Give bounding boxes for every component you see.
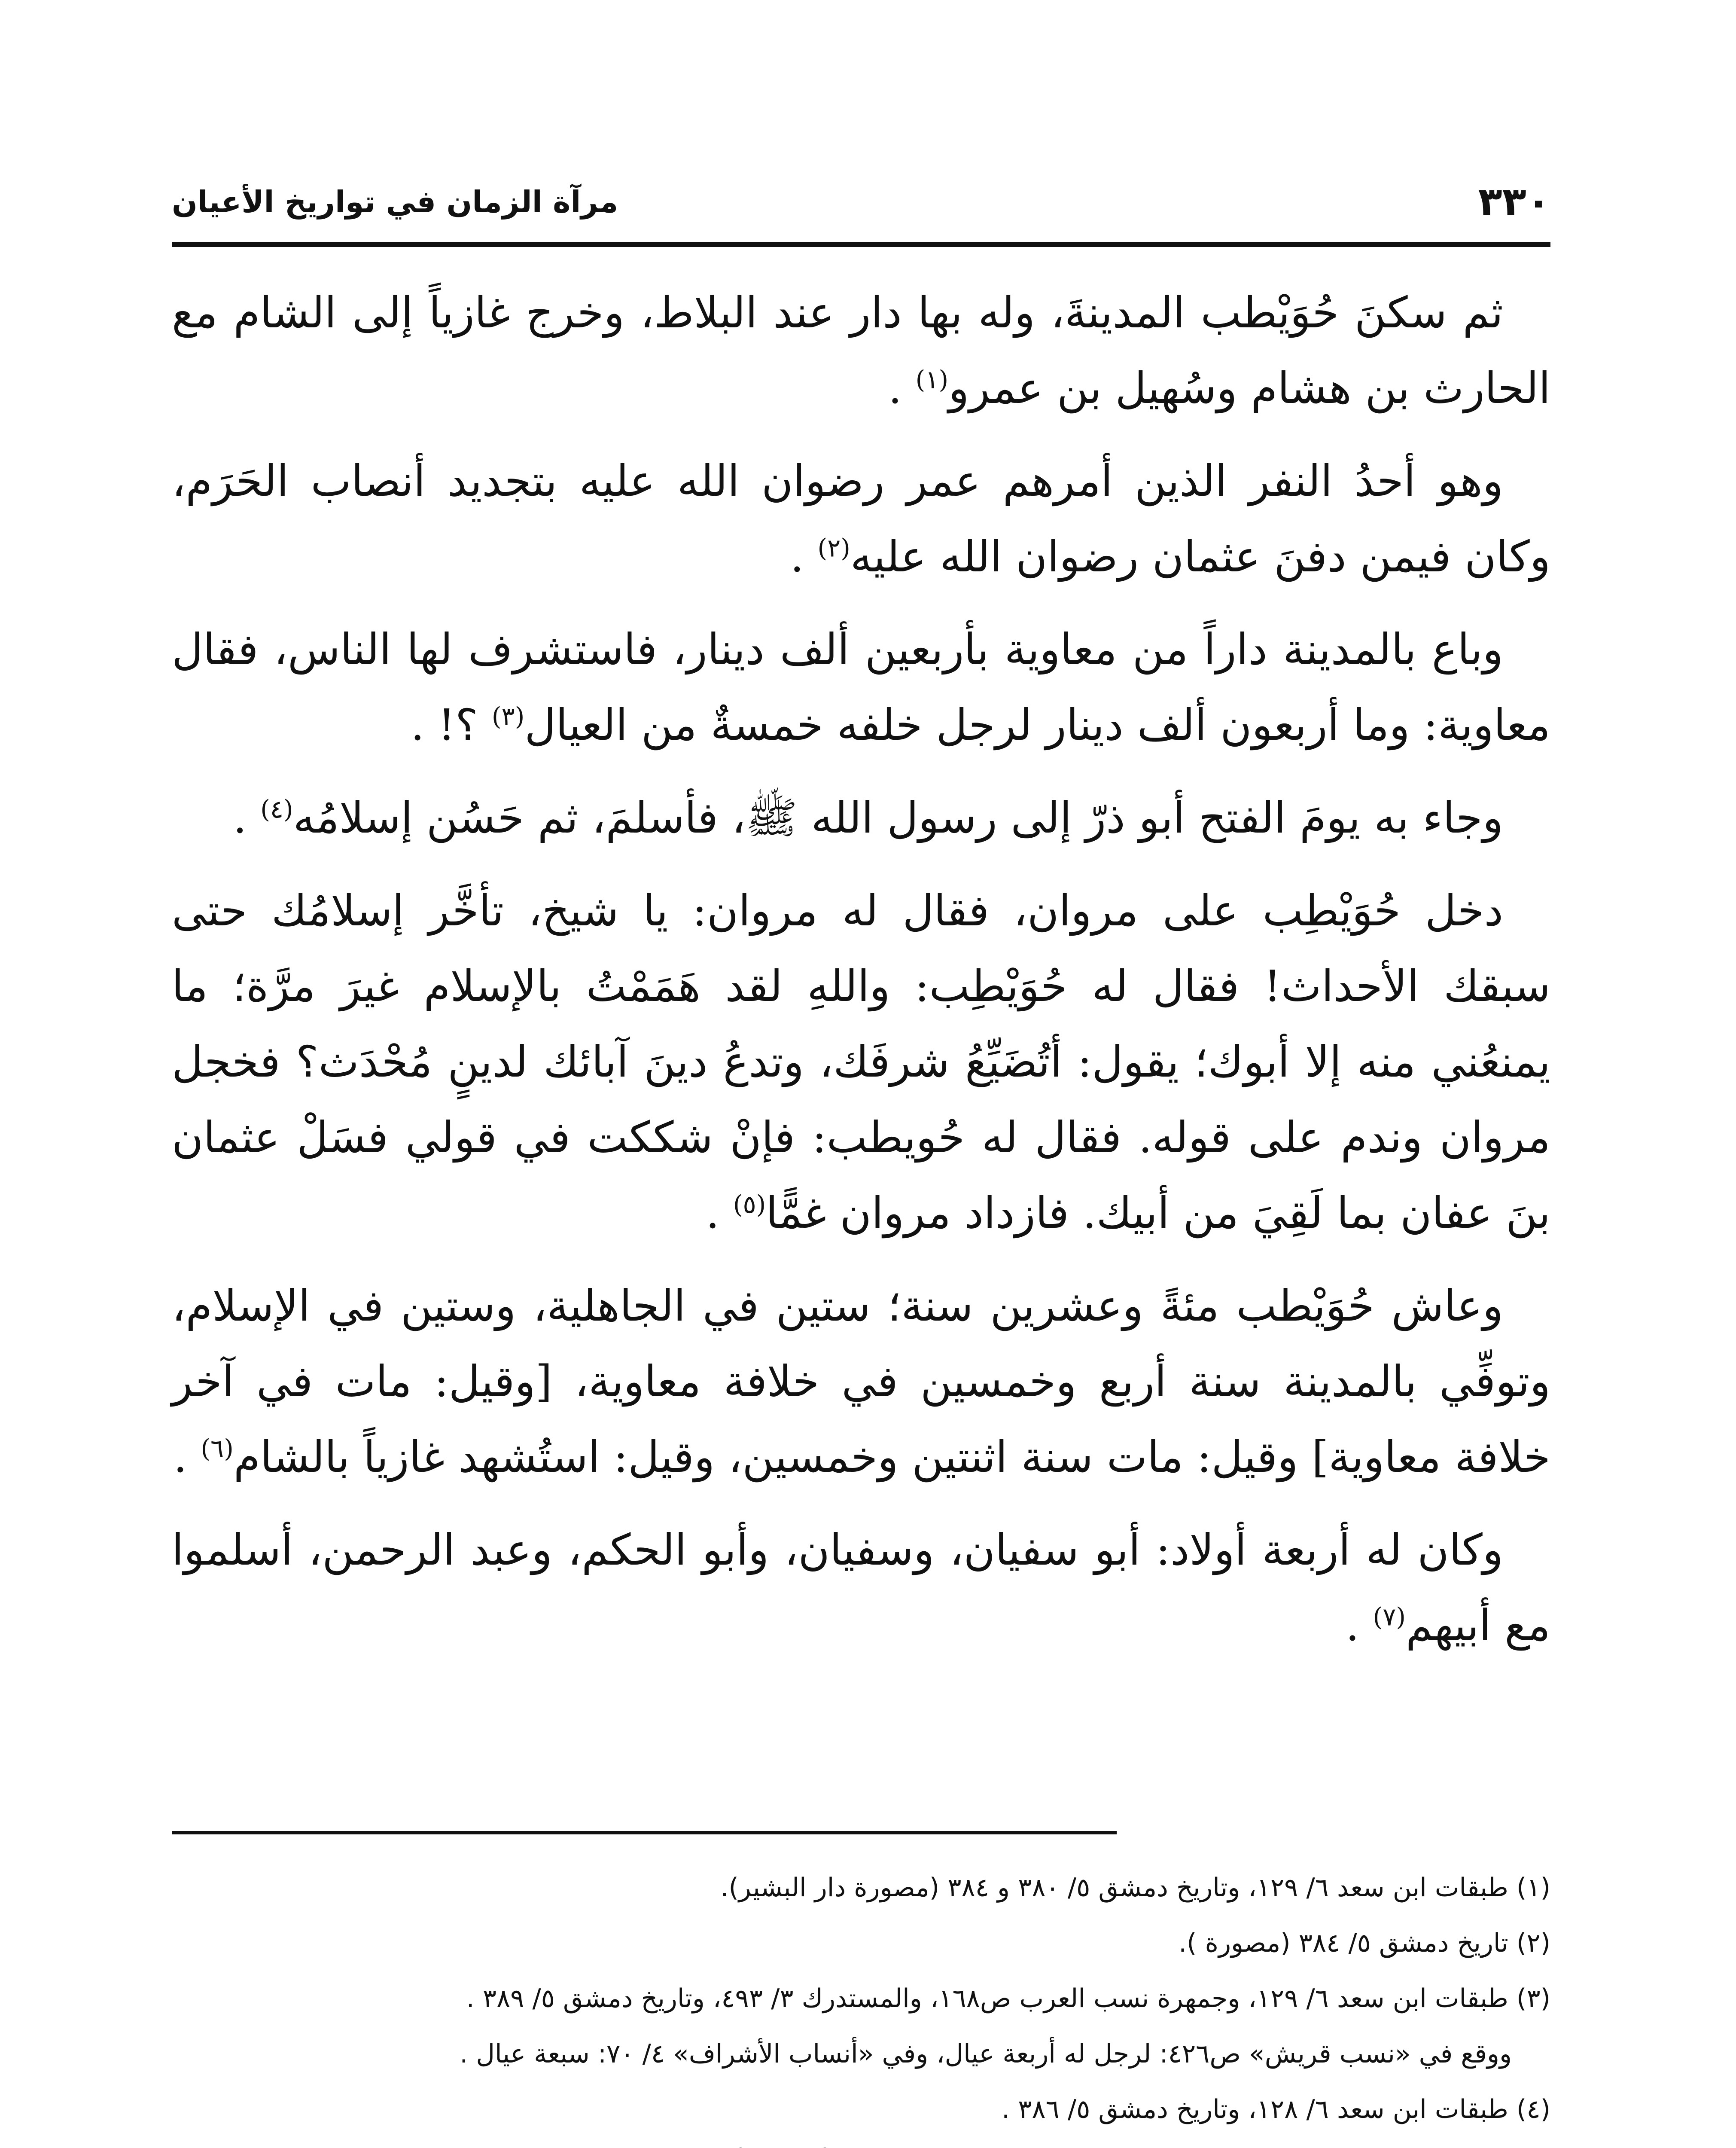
footnote-marker: (٥) (733, 1190, 766, 1219)
footnote-marker: (٤) (260, 794, 293, 824)
footnote: (١) طبقات ابن سعد ٦/ ١٢٩، وتاريخ دمشق ٥/ ٣٨٠ و ٣٨٤ (مصورة دار البشير). (720, 1873, 1550, 1903)
footnote: (٣) طبقات ابن سعد ٦/ ١٢٩، وجمهرة نسب العرب ص١٦٨، والمستدرك ٣/ ٤٩٣، وتاريخ دمشق ٥/ ٣٨٩ . (466, 1983, 1550, 2014)
paragraph (172, 275, 1550, 426)
footnote-separator (172, 1831, 1117, 1834)
footnote-marker: (٦) (201, 1434, 234, 1463)
paragraph (172, 780, 1550, 856)
footnote-marker: (٣) (491, 702, 525, 731)
paragraph-tail: ؟! . (411, 700, 492, 750)
paragraph-tail: . (1345, 1600, 1373, 1651)
book-title: مرآة الزمان في تواريخ الأعيان (172, 184, 618, 220)
footnote-continuation: ووقع في «نسب قريش» ص٤٢٦: لرجل له أربعة عيال، وفي «أنساب الأشراف» ٤/ ٧٠: سبعة عيال . (460, 2039, 1512, 2069)
paragraph-tail: . (790, 531, 818, 582)
footnote (172, 2137, 1550, 2148)
paragraph-text: ثم سكنَ حُوَيْطب المدينةَ، وله بها دار عند البلاط، وخرج غازياً إلى الشام مع الحارث بن هشام وسُهيل بن عمرو (172, 287, 1550, 413)
paragraph-text: وعاش حُوَيْطب مئةً وعشرين سنة؛ ستين في الجاهلية، وستين في الإسلام، وتوفِّي بالمدينة سنة أربع وخمسين في خلافة معاوية، [وقيل: مات في آخر خلافة معاوية] وقيل: مات سنة اثنتين وخمسين، وقيل: استُشهد غازياً بالشام (172, 1281, 1550, 1482)
paragraph (172, 1268, 1550, 1495)
header-rule (172, 242, 1550, 247)
main-text (172, 275, 1550, 1663)
footnote: (٤) طبقات ابن سعد ٦/ ١٢٨، وتاريخ دمشق ٥/ ٣٨٦ . (1001, 2094, 1550, 2124)
paragraph (172, 443, 1550, 595)
paragraph-tail: . (706, 1188, 733, 1238)
footnote-marker: (٢) (817, 533, 850, 563)
paragraph-text: وباع بالمدينة داراً من معاوية بأربعين ألف دينار، فاستشرف لها الناس، فقال معاوية: وما أربعون ألف دينار لرجل خلفه خمسةٌ من العيال (172, 624, 1550, 750)
paragraph-tail: . (173, 1432, 201, 1482)
paragraph-tail: . (888, 363, 916, 413)
footnote-marker: (٧) (1373, 1602, 1406, 1632)
footnote: (٢) تاريخ دمشق ٥/ ٣٨٤ (مصورة ). (1179, 1928, 1550, 1958)
paragraph (172, 873, 1550, 1251)
footnote-marker: (١) (915, 365, 949, 394)
running-header (172, 170, 1550, 247)
paragraph-text: وهو أحدُ النفر الذين أمرهم عمر رضوان الله عليه بتجديد أنصاب الحَرَم، وكان فيمن دفنَ عثمان رضوان الله عليه (172, 456, 1550, 582)
footnotes (172, 1860, 1550, 2148)
paragraph-text: وجاء به يومَ الفتح أبو ذرّ إلى رسول الله ﷺ، فأسلمَ، ثم حَسُن إسلامُه (293, 793, 1503, 843)
paragraph (172, 1512, 1550, 1663)
paragraph-tail: . (233, 793, 261, 843)
page-number: ٣٣٠ (1478, 179, 1550, 225)
paragraph-text: وكان له أربعة أولاد: أبو سفيان، وسفيان، وأبو الحكم، وعبد الرحمن، أسلموا مع أبيهم (172, 1525, 1550, 1651)
paragraph-text: دخل حُوَيْطِب على مروان، فقال له مروان: يا شيخ، تأخَّر إسلامُك حتى سبقك الأحداث! فقال له حُوَيْطِب: واللهِ لقد هَمَمْتُ بالإسلام غيرَ مرَّة؛ ما يمنعُني منه إلا أبوك؛ يقول: أتُضَيِّعُ شرفَك، وتدعُ دينَ آبائك لدينٍ مُحْدَث؟ فخجل مروان وندم على قوله. فقال له حُويطب: فإنْ شككت في قولي فسَلْ عثمان بنَ عفان بما لَقِيَ من أبيك. فازداد مروان غمًّا (172, 885, 1550, 1238)
paragraph (172, 612, 1550, 763)
